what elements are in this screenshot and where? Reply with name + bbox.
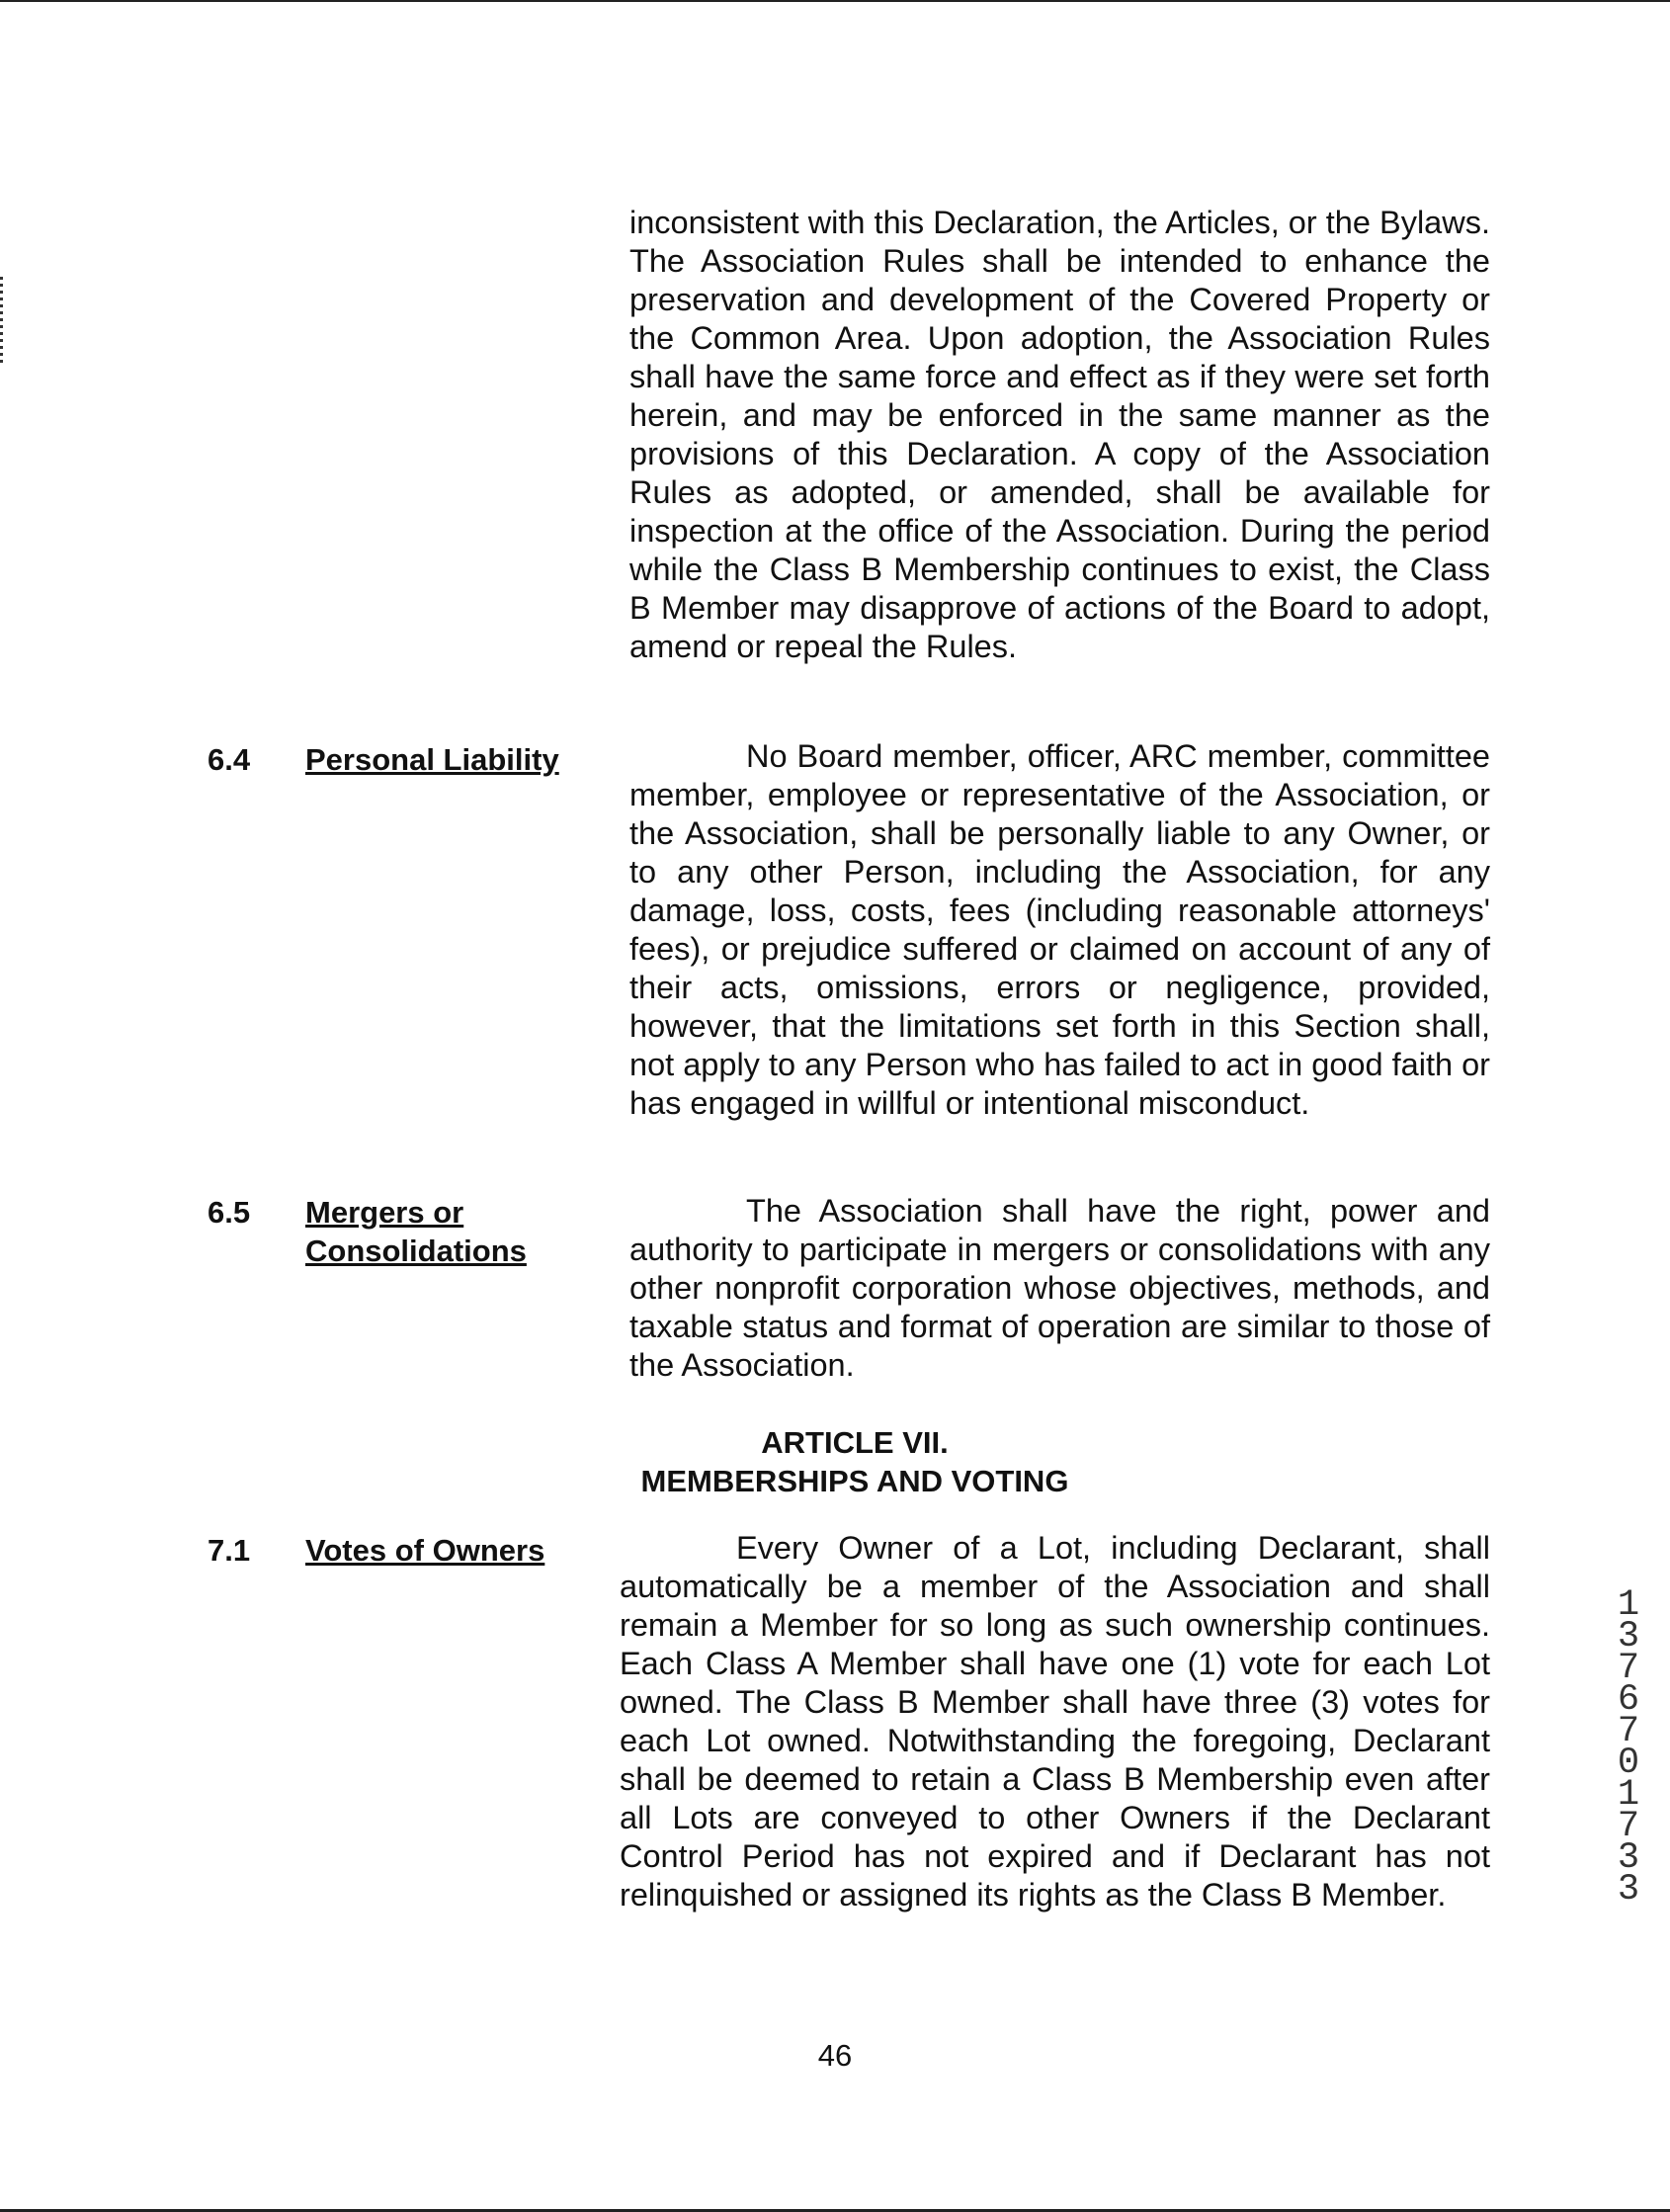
document-number-stamp: 13767 01733 <box>1617 1584 1640 1911</box>
section-text: The Association shall have the right, power and authority to participate in mergers or consolidations with any other nonprofit corporation whose objectives, methods, and taxable status and format of operation are similar to those of the Association. <box>629 1193 1490 1383</box>
section-paragraph <box>629 1192 1490 1385</box>
section-number: 7.1 <box>208 1533 251 1568</box>
section-title-line: Mergers or <box>305 1195 464 1230</box>
section-text: Every Owner of a Lot, including Declarant, shall automatically be a member of the Association and shall remain a Member for so long as such ownership continues. Each Class A Member shall have one (1) vote for each Lot owned. The Class B Member shall have three (3) votes for each Lot owned. Notwithstanding the foregoing, Declarant shall be deemed to retain a Class B Membership even after all Lots are conveyed to other Owners if the Declarant Control Period has not expired and if Declarant has not relinquished or assigned its rights as the Class B Member. <box>620 1530 1490 1913</box>
section-title: Votes of Owners <box>305 1533 545 1568</box>
section-number: 6.5 <box>208 1195 251 1230</box>
article-heading <box>622 1423 1088 1500</box>
article-number: ARTICLE VII. <box>761 1425 949 1460</box>
scan-border-top <box>0 0 1670 2</box>
section-title <box>305 1193 527 1270</box>
article-title: MEMBERSHIPS AND VOTING <box>640 1464 1069 1498</box>
scan-artifact <box>0 277 3 366</box>
section-paragraph <box>629 737 1490 1123</box>
section-number: 6.4 <box>208 742 251 777</box>
section-text: No Board member, officer, ARC member, committee member, employee or representative of the Association, or the Association, shall be personally liable to any Owner, or to any other Person, including the Association, for any damage, loss, costs, fees (including reasonable attorneys' fees), or prejudice suffered or claimed on account of any of their acts, omissions, errors or negligence, provided, however, that the limitations set forth in this Section shall, not apply to any Person who has failed to act in good faith or has engaged in willful or intentional misconduct. <box>629 738 1490 1121</box>
page-number: 46 <box>817 2038 853 2073</box>
continuation-paragraph <box>629 204 1490 666</box>
section-paragraph <box>620 1529 1490 1914</box>
section-title-line: Consolidations <box>305 1234 527 1268</box>
section-title: Personal Liability <box>305 742 559 777</box>
continuation-text: inconsistent with this Declaration, the Articles, or the Bylaws. The Association Rules shall be intended to enhance the preservation and development of the Covered Property or the Common Area. Upon adoption, the Association Rules shall have the same force and effect as if they were set forth herein, and may be enforced in the same manner as the provisions of this Declaration. A copy of the Association Rules as adopted, or amended, shall be available for inspection at the office of the Association. During the period while the Class B Membership continues to exist, the Class B Member may disapprove of actions of the Board to adopt, amend or repeal the Rules. <box>629 205 1490 664</box>
